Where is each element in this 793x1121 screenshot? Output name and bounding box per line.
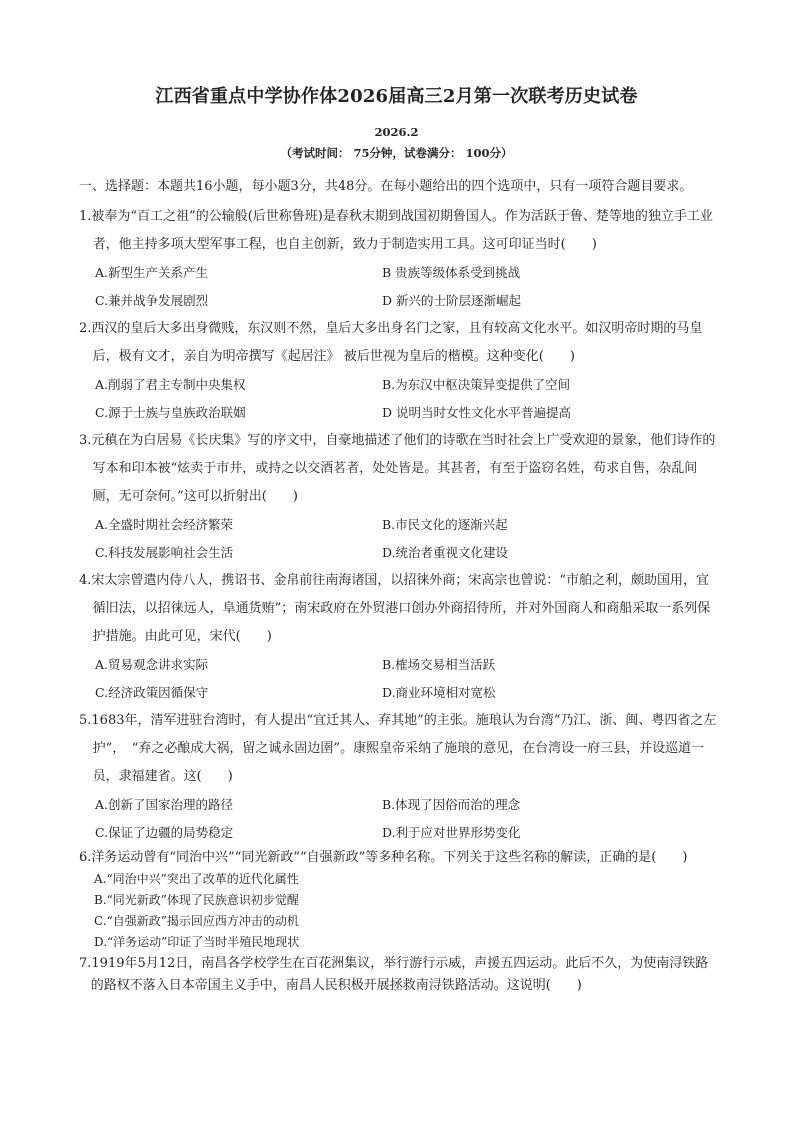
- question-stem: 3.元稹在为白居易《长庆集》写的序文中，自豪地描述了他们的诗歌在当时社会上广受欢迎的景象，他们诗作的写本和印本被“炫卖于市井，或持之以交酒茗者，处处皆是。其甚者，有至于盗窃名姓，苟求自售，杂乱间厕，无可奈何。”这可以折射出( ): [79, 433, 716, 504]
- question-stem: 5.1683年，清军进驻台湾时，有人提出“宜迁其人、弃其地”的主张。施琅认为台湾“乃江、浙、闽、粤四省之左护”， “弃之必酿成大祸，留之诚永固边圉”。康熙皇帝采纳了施琅的意见，在台湾设一府三县，并设巡道一员，隶福建省。这( ): [79, 713, 717, 784]
- option-b: B.体现了因俗而治的理念: [382, 797, 521, 812]
- option-b: B.“同光新政”体现了民族意识初步觉醒: [94, 893, 299, 907]
- option-c: C.经济政策因循保守: [95, 685, 209, 700]
- options: [94, 869, 719, 953]
- question-4: [79, 567, 719, 707]
- option-a: A.全盛时期社会经济繁荣: [95, 517, 234, 532]
- option-a: A.贸易观念讲求实际: [95, 657, 209, 672]
- question-stem: 4.宋太宗曾遣内侍八人，携诏书、金帛前往南海诸国，以招徕外商；宋高宗也曾说：“市舶之利，颇助国用，宜循旧法，以招徕远人，阜通货贿”；南宋政府在外贸港口创办外商招待所，并对外国商人和商船采取一系列保护措施。由此可见，宋代( ): [79, 573, 711, 644]
- section-heading: 一、选择题：本题共16小题，每小题3分，共48分。在每小题给出的四个选项中，只有一项符合题目要求。: [79, 179, 693, 194]
- option-a: A.创新了国家治理的路径: [95, 797, 234, 812]
- option-a: A.新型生产关系产生: [95, 265, 209, 280]
- options: [95, 259, 719, 315]
- option-b: B.为东汉中枢决策异变提供了空间: [382, 377, 571, 392]
- options: [95, 511, 719, 567]
- option-a: A.削弱了君主专制中央集权: [95, 377, 246, 392]
- exam-title: 江西省重点中学协作体2026届高三2月第一次联考历史试卷: [155, 86, 638, 107]
- option-d: D.统治者重视文化建设: [382, 545, 509, 560]
- option-b: B.榷场交易相当活跃: [382, 657, 496, 672]
- option-d: D 新兴的士阶层逐渐崛起: [382, 293, 521, 308]
- question-1: [79, 203, 719, 315]
- options: [95, 791, 719, 847]
- exam-meta: （考试时间： 75分钟，试卷满分： 100分）: [280, 146, 513, 160]
- question-6: [79, 847, 719, 953]
- option-c: C.保证了边疆的局势稳定: [95, 825, 234, 840]
- option-d: D.商业环境相对宽松: [382, 685, 496, 700]
- option-d: D 说明当时女性文化水平普遍提高: [382, 405, 571, 420]
- options: [95, 651, 719, 707]
- question-7: [79, 953, 719, 997]
- option-d: D.利于应对世界形势变化: [382, 825, 521, 840]
- question-3: [79, 427, 719, 567]
- question-stem: 7.1919年5月12日，南昌各学校学生在百花洲集议，举行游行示威，声援五四运动。此后不久，为使南浔铁路的路权不落入日本帝国主义手中，南昌人民积极开展拯救南浔铁路活动。这说明( ): [79, 956, 709, 993]
- question-stem: 1.被奉为“百工之祖”的公输般(后世称鲁班)是春秋末期到战国初期鲁国人。作为活跃于鲁、楚等地的独立手工业者，他主持多项大型军事工程，也自主创新，致力于制造实用工具。这可印证当时( ): [79, 209, 713, 252]
- exam-content: [79, 175, 719, 997]
- option-c: C.科技发展影响社会生活: [95, 545, 234, 560]
- option-a: A.“同治中兴”突出了改革的近代化属性: [94, 872, 299, 886]
- options: [95, 371, 719, 427]
- question-stem: 6.洋务运动曾有“同治中兴”“同光新政”“自强新政”等多种名称。下列关于这些名称的解读，正确的是( ): [79, 850, 688, 865]
- option-c: C.兼并战争发展剧烈: [95, 293, 209, 308]
- option-b: B 贵族等级体系受到挑战: [382, 265, 521, 280]
- option-c: C.“自强新政”揭示回应西方冲击的动机: [94, 914, 299, 928]
- option-b: B.市民文化的逐渐兴起: [382, 517, 508, 532]
- option-c: C.源于士族与皇族政治联姻: [95, 405, 246, 420]
- exam-date: 2026.2: [374, 125, 419, 139]
- question-2: [79, 315, 719, 427]
- question-5: [79, 707, 719, 847]
- question-stem: 2.西汉的皇后大多出身微贱，东汉则不然，皇后大多出身名门之家，且有较高文化水平。如汉明帝时期的马皇后，极有文才，亲自为明帝撰写《起居注》 被后世视为皇后的楷模。这种变化( ): [79, 321, 703, 364]
- option-d: D.“洋务运动”印证了当时半殖民地现状: [94, 935, 300, 949]
